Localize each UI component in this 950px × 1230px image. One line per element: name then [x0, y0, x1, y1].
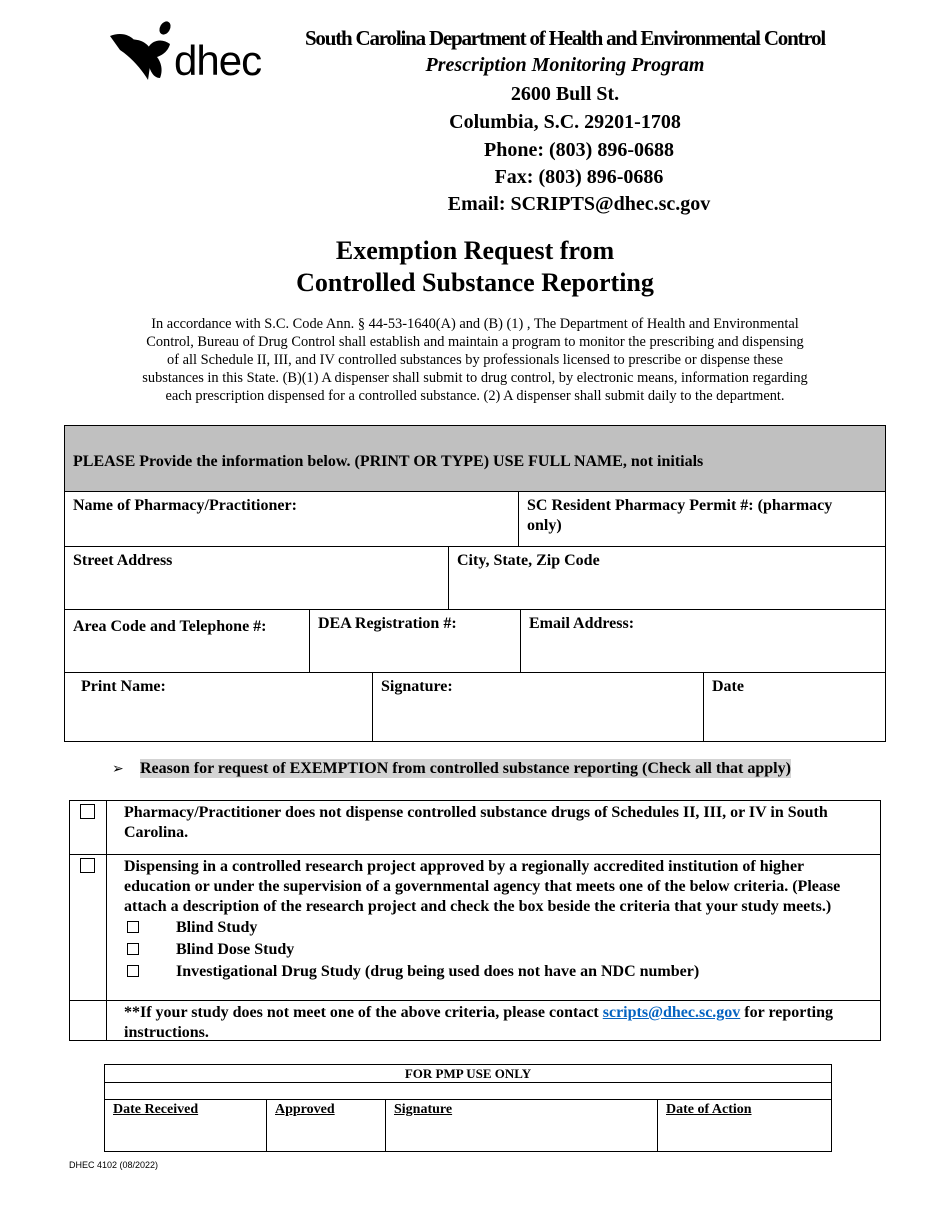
pmp-signature-label: Signature [394, 1102, 453, 1117]
intro-paragraph [110, 315, 840, 405]
intro-line: substances in this State. (B)(1) A dispenser shall submit to drug control, by electronic means, information regarding [142, 370, 808, 386]
note-text-after: for reporting instructions. [124, 1004, 834, 1041]
permit-number-field[interactable] [518, 492, 885, 546]
street-address-label: Street Address [73, 552, 173, 569]
no-dispense-checkbox[interactable] [80, 804, 95, 819]
criteria-label: Blind Study [176, 919, 258, 936]
signature-field[interactable] [372, 673, 703, 741]
blind-study-checkbox[interactable] [127, 921, 139, 933]
date-field[interactable] [703, 673, 885, 741]
permit-number-label: SC Resident Pharmacy Permit #: (pharmacy only) [527, 497, 833, 534]
street-address-field[interactable] [65, 547, 448, 609]
reason-checkbox-cell [70, 855, 107, 1000]
pmp-spacer-row [105, 1083, 831, 1100]
criteria-blind-dose-study [124, 939, 868, 961]
email-address-label: Email Address: [529, 615, 635, 632]
print-name-label: Print Name: [81, 678, 166, 695]
phone: Phone: (803) 896-0688 [484, 139, 674, 161]
dhec-logo [108, 18, 288, 88]
note-empty-cell [70, 1001, 107, 1040]
reason-research-block [107, 855, 880, 985]
address-street: 2600 Bull St. [510, 83, 620, 105]
criteria-investigational-drug [124, 961, 868, 983]
telephone-label: Area Code and Telephone #: [73, 618, 267, 635]
note-text-before: **If your study does not meet one of the above criteria, please contact [124, 1004, 603, 1021]
applicant-info-table [64, 425, 886, 742]
pmp-heading: FOR PMP USE ONLY [105, 1065, 831, 1083]
scripts-email-link[interactable]: scripts@dhec.sc.gov [602, 1004, 741, 1021]
research-project-checkbox[interactable] [80, 858, 95, 873]
date-received-field[interactable] [105, 1100, 266, 1151]
criteria-blind-study [124, 917, 868, 939]
intro-line: of all Schedule II, III, and IV controlled substances by professionals licensed to prescribe or dispense these [167, 352, 783, 368]
info-row-name [65, 492, 885, 547]
intro-line: each prescription dispensed for a controlled substance. (2) A dispenser shall submit daily to the department. [165, 388, 785, 404]
reason-row-note [70, 1001, 880, 1040]
city-state-zip-label: City, State, Zip Code [457, 552, 600, 569]
form-number: DHEC 4102 (08/2022) [69, 1160, 159, 1170]
intro-line: In accordance with S.C. Code Ann. § 44-53-1640(A) and (B) (1) , The Department of Health and Environmental [151, 316, 799, 332]
print-name-field[interactable] [65, 673, 372, 741]
email-address-field[interactable] [520, 610, 885, 672]
investigational-drug-checkbox[interactable] [127, 965, 139, 977]
reason-heading-text: Reason for request of EXEMPTION from controlled substance reporting (Check all that apply) [140, 760, 791, 777]
dea-registration-field[interactable] [309, 610, 520, 672]
pmp-signature-field[interactable] [385, 1100, 657, 1151]
email: Email: SCRIPTS@dhec.sc.gov [447, 193, 711, 215]
exemption-reasons-table [69, 800, 881, 1041]
date-label: Date [712, 678, 744, 695]
dhec-emblem-icon [108, 18, 178, 88]
date-of-action-label: Date of Action [666, 1102, 752, 1117]
city-state-zip-field[interactable] [448, 547, 885, 609]
pharmacy-name-label: Name of Pharmacy/Practitioner: [73, 497, 297, 514]
date-of-action-field[interactable] [657, 1100, 831, 1151]
info-table-heading [65, 426, 885, 492]
reason-row-no-dispense [70, 801, 880, 855]
reason-heading [112, 760, 791, 778]
approved-field[interactable] [266, 1100, 385, 1151]
info-row-signature [65, 673, 885, 741]
blind-dose-study-checkbox[interactable] [127, 943, 139, 955]
form-title-line1: Exemption Request from [335, 236, 615, 265]
approved-label: Approved [275, 1102, 335, 1117]
date-received-label: Date Received [113, 1102, 199, 1117]
reason-row-research [70, 855, 880, 1001]
logo-wordmark: dhec [174, 37, 262, 84]
reason-checkbox-cell [70, 801, 107, 854]
arrow-bullet-icon: ➢ [112, 761, 124, 777]
note-text [107, 1001, 880, 1045]
pmp-use-only-table [104, 1064, 832, 1152]
reason-no-dispense-text: Pharmacy/Practitioner does not dispense controlled substance drugs of Schedules II, III, or IV in South Carolina. [124, 804, 828, 841]
pharmacy-name-field[interactable] [65, 492, 518, 546]
form-title-line2: Controlled Substance Reporting [296, 268, 654, 297]
criteria-label: Blind Dose Study [176, 941, 295, 958]
criteria-label: Investigational Drug Study (drug being used does not have an NDC number) [176, 963, 700, 980]
info-heading-text: PLEASE Provide the information below. (PRINT OR TYPE) USE FULL NAME, not initials [73, 453, 704, 470]
intro-line: Control, Bureau of Drug Control shall establish and maintain a program to monitor the prescribing and dispensing [146, 334, 804, 350]
telephone-field[interactable] [65, 610, 309, 672]
info-row-address [65, 547, 885, 610]
info-row-contact [65, 610, 885, 673]
signature-label: Signature: [381, 678, 453, 695]
program-name: Prescription Monitoring Program [425, 54, 705, 76]
agency-name: South Carolina Department of Health and Environmental Control [304, 26, 826, 50]
dea-registration-label: DEA Registration #: [318, 615, 457, 632]
address-city: Columbia, S.C. 29201-1708 [449, 111, 681, 133]
reason-research-text: Dispensing in a controlled research project approved by a regionally accredited institution of higher education or under the supervision of a governmental agency that meets one of the below criteria. (Please attach a description of the research project and check the box beside the criteria that your study meets.) [124, 858, 841, 915]
fax: Fax: (803) 896-0686 [494, 166, 664, 188]
